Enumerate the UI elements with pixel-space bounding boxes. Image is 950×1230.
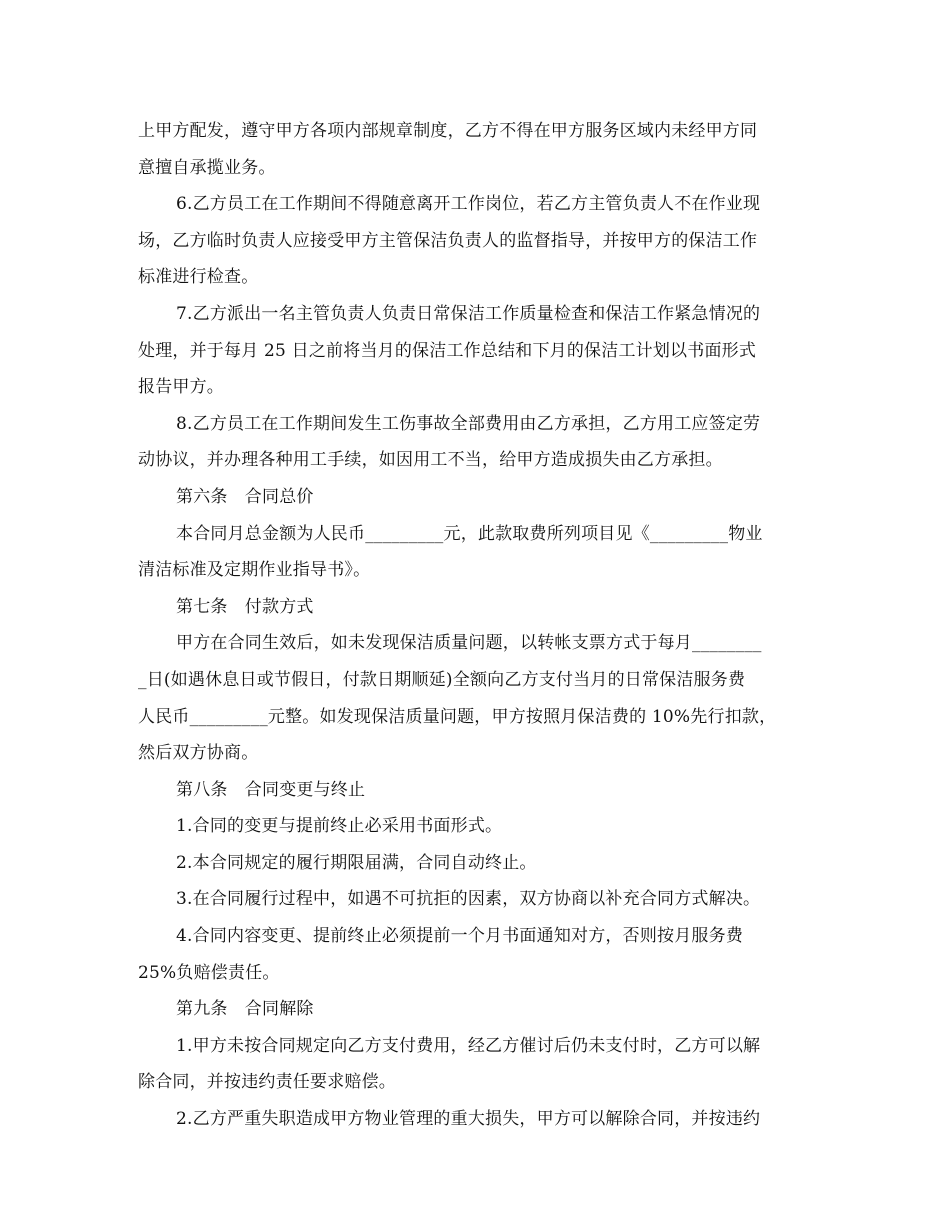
text-line: 清洁标准及定期作业指导书》。 bbox=[138, 560, 371, 581]
text-line: 意擅自承揽业务。 bbox=[138, 157, 276, 178]
text-line: 1.甲方未按合同规定向乙方支付费用，经乙方催讨后仍未支付时，乙方可以解 bbox=[176, 1035, 761, 1056]
text-line: 3.在合同履行过程中，如遇不可抗拒的因素，双方协商以补充合同方式解决。 bbox=[176, 889, 761, 910]
text-line: 8.乙方员工在工作期间发生工伤事故全部费用由乙方承担，乙方用工应签定劳 bbox=[176, 413, 761, 434]
text-line: 4.合同内容变更、提前终止必须提前一个月书面通知对方，否则按月服务费 bbox=[176, 926, 744, 947]
text-line: 然后双方协商。 bbox=[138, 743, 259, 764]
text-line: 处理，并于每月 25 日之前将当月的保洁工作总结和下月的保洁工计划以书面形式 bbox=[138, 340, 757, 361]
text-line: 6.乙方员工在工作期间不得随意离开工作岗位，若乙方主管负责人不在作业现 bbox=[176, 194, 761, 215]
text-line: 场，乙方临时负责人应接受甲方主管保洁负责人的监督指导，并按甲方的保洁工作 bbox=[138, 230, 758, 251]
text-line: 第六条 合同总价 bbox=[176, 486, 314, 507]
text-line: 7.乙方派出一名主管负责人负责日常保洁工作质量检查和保洁工作紧急情况的 bbox=[176, 303, 761, 324]
document-body bbox=[138, 113, 818, 1138]
text-line: 第八条 合同变更与终止 bbox=[176, 779, 366, 800]
text-line: 2.本合同规定的履行期限届满，合同自动终止。 bbox=[176, 852, 537, 873]
text-line: 甲方在合同生效后，如未发现保洁质量问题，以转帐支票方式于每月________ bbox=[176, 633, 762, 654]
text-line: 报告甲方。 bbox=[138, 377, 224, 398]
text-line: _日(如遇休息日或节假日，付款日期顺延)全额向乙方支付当月的日常保洁服务费 bbox=[138, 669, 746, 690]
text-line: 除合同，并按违约责任要求赔偿。 bbox=[138, 1072, 396, 1093]
text-line: 标准进行检查。 bbox=[138, 267, 259, 288]
text-line: 本合同月总金额为人民币_________元，此款取费所列项目见《_________物业 bbox=[176, 523, 763, 544]
text-line: 1.合同的变更与提前终止必采用书面形式。 bbox=[176, 816, 503, 837]
text-line: 动协议，并办理各种用工手续，如因用工不当，给甲方造成损失由乙方承担。 bbox=[138, 450, 723, 471]
text-line: 上甲方配发，遵守甲方各项内部规章制度，乙方不得在甲方服务区域内未经甲方同 bbox=[138, 121, 758, 141]
text-line: 2.乙方严重失职造成甲方物业管理的重大损失，甲方可以解除合同，并按违约 bbox=[176, 1109, 761, 1130]
text-line: 25%负赔偿责任。 bbox=[138, 962, 280, 983]
text-line: 第七条 付款方式 bbox=[176, 596, 314, 617]
text-line: 人民币_________元整。如发现保洁质量问题，甲方按照月保洁费的 10%先行扣款， bbox=[138, 706, 777, 727]
text-line: 第九条 合同解除 bbox=[176, 999, 314, 1020]
